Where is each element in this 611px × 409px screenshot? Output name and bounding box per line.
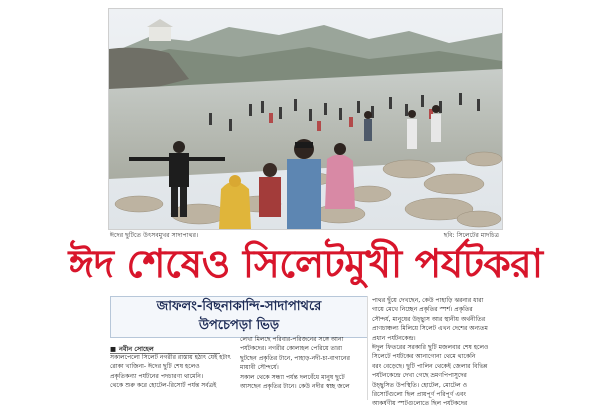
byline-name: নবীন সোহেল	[119, 345, 154, 353]
article-line: ছুটছেন প্রকৃতির টানে, পাহাড়-নদী-চা-বাগানের	[240, 354, 351, 362]
article-line: উচ্ছ্বসিত উপস্থিতি। হোটেল, মোটেল ও	[372, 381, 468, 389]
article-line: ঈদুল ফিতরের সরকারি ছুটি মজলবার শেষ হলেও	[372, 344, 489, 352]
photo-credit: ছবি: সিলেটের মাদচিত্র	[443, 232, 499, 239]
article-column-1	[110, 353, 236, 391]
caption-text: ঈদের ছুটিতে উৎসবমুখর সাদাপাথর।	[110, 232, 199, 239]
subhead-line-2: উপচেপড়া ভিড়	[198, 318, 280, 333]
article-line: পর্যটকদের। নগরীর কোলাহল পেরিয়ে তারা	[240, 345, 342, 353]
article-line: সিলেটে পর্যটকের আনাগোনা থেমে থাকেনি	[372, 353, 476, 361]
article-line: আকর্ষণীয় স্পটগুলোতে ছিল পর্যটকদের	[372, 400, 468, 408]
article-line: গায়ে মেখে নিচ্ছেন প্রকৃতির স্পর্শ। প্রকৃতির	[372, 306, 473, 314]
article-line: প্রাণচাঞ্চল্য মিলিয়ে সিলেট এখন দেশের অন্যতম	[372, 325, 488, 333]
article-line: মায়াবী সৌন্দর্যে।	[240, 364, 279, 372]
article-line: সকালপেলো সিলেট নগরীর রাস্তায় হঠাৎ যেই হটাৎ	[110, 354, 231, 361]
article-line: থেকে শুরু করে হোটেল-রিসোর্ট পর্যন্ত সর্বত্রই	[110, 382, 217, 390]
article-line: রোকা খাজিনা- ঈদের ছুটি শেষ হলেও	[110, 363, 200, 371]
news-photo	[108, 8, 503, 230]
photo-illustration	[109, 9, 502, 229]
article-line: লেখা মিলছে পরিবার-পরিজনের সঙ্গে আনা	[240, 336, 344, 343]
article-line: প্রকৃতিকন্যা পর্যটনের পদচারণা থামেনি।	[110, 372, 204, 380]
bullet-icon: ■	[110, 345, 117, 353]
article-line: পর্যটনকেন্দ্রে দেখা গেছে ভ্রমণপিপাসুদের	[372, 372, 467, 380]
subhead-line-1: জাফলং-বিছনাকান্দি-সাদাপাথরে	[156, 299, 322, 314]
article-line: আসছেন প্রকৃতির টানে। কেউ নদীর স্বচ্ছ জলে	[240, 383, 350, 391]
article-line: পাথর ছুঁয়ে দেখছেন, কেউ পাহাড়ি ঝরনার ধারা	[372, 297, 484, 304]
article-line: রিসোর্টগুলো ছিল প্রায়পূর্ণ পরিপূর্ণ এবং	[372, 391, 466, 399]
article-line: সকাল থেকে সন্ধ্যা পর্যন্ত দলবেঁধে মানুষ ছুটে	[240, 373, 345, 381]
subhead	[110, 296, 368, 338]
article-line: সৌন্দর্য, মানুষের উচ্ছ্বাস আর স্থানীয় অর্থনীতির	[372, 315, 486, 323]
photo-caption	[108, 229, 501, 240]
column-divider	[367, 296, 368, 400]
article-line: বরং বেড়েছে। ছুটি পালিন থেকেই জেলার বিভিন্ন	[372, 362, 488, 370]
headline: ঈদ শেষেও সিলেটমুখী পর্যটকরা	[68, 242, 543, 287]
article-column-2	[240, 335, 366, 391]
article-line: প্রধান পর্যটনকেন্দ্র।	[372, 334, 416, 342]
article-column-3	[372, 296, 504, 409]
